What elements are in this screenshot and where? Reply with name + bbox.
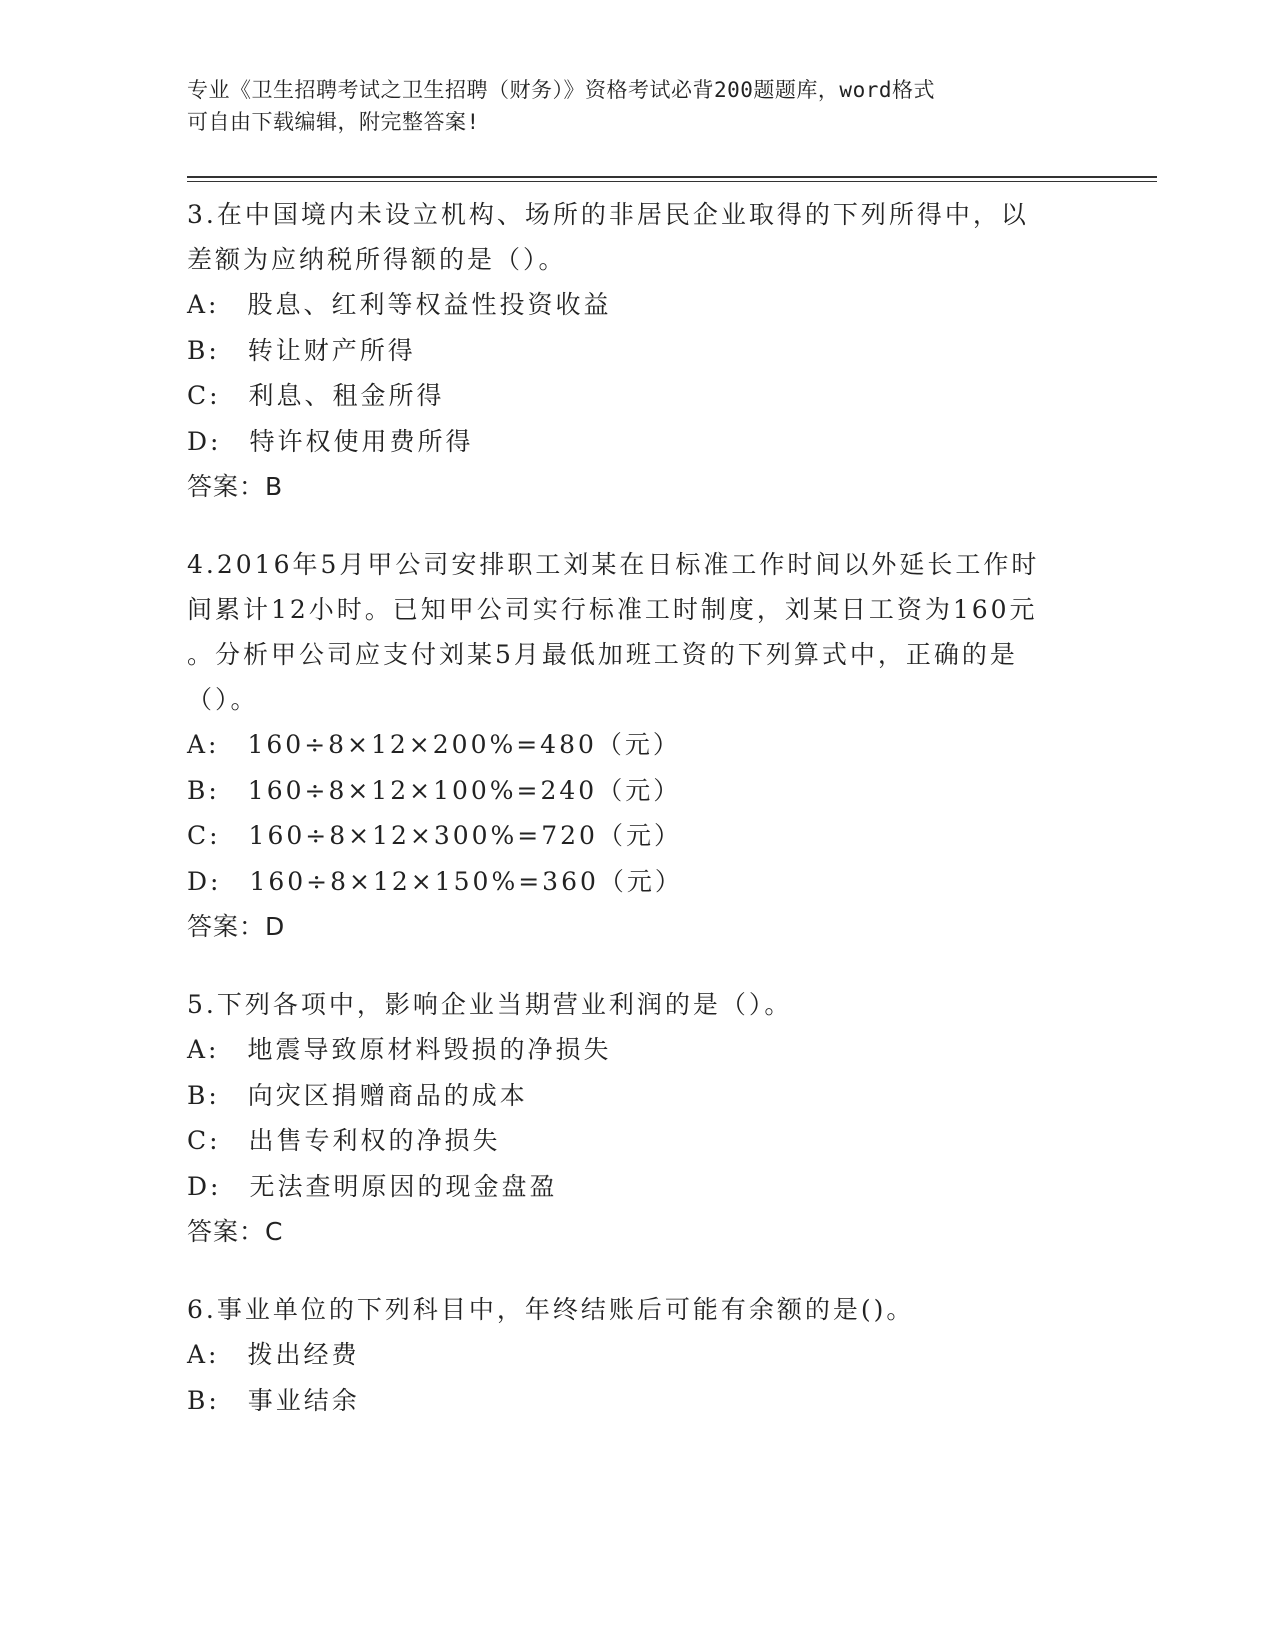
option-b: B: 向灾区捐赠商品的成本 bbox=[187, 1080, 528, 1110]
question-5 bbox=[187, 982, 1087, 1255]
option-a: A: 地震导致原材料毁损的净损失 bbox=[187, 1035, 612, 1064]
option-d: D: 无法查明原因的现金盘盈 bbox=[187, 1171, 558, 1201]
question-text-line: （）。 bbox=[187, 685, 259, 714]
answer: 答案：B bbox=[187, 472, 284, 501]
option-a: A: 拨出经费 bbox=[187, 1340, 360, 1369]
question-list bbox=[187, 192, 1087, 1455]
header-divider-thin bbox=[187, 181, 1157, 182]
question-text bbox=[187, 1287, 1087, 1332]
answer: 答案：C bbox=[187, 1217, 284, 1246]
option-c: C: 利息、租金所得 bbox=[187, 381, 445, 410]
option-b: B: 事业结余 bbox=[187, 1385, 360, 1415]
header-divider bbox=[187, 176, 1157, 178]
option-a: A: 160÷8×12×200%=480（元） bbox=[187, 730, 681, 759]
option-d: D: 160÷8×12×150%=360（元） bbox=[187, 866, 683, 896]
question-text bbox=[187, 982, 1087, 1027]
question-4 bbox=[187, 542, 1087, 950]
document-header bbox=[187, 74, 1067, 138]
question-text-line: 5.下列各项中，影响企业当期营业利润的是（）。 bbox=[187, 990, 793, 1019]
question-text-line: 3.在中国境内未设立机构、场所的非居民企业取得的下列所得中，以 bbox=[187, 200, 1029, 229]
question-text-line: 。分析甲公司应支付刘某5月最低加班工资的下列算式中，正确的是 bbox=[187, 640, 1018, 669]
option-b: B: 160÷8×12×100%=240（元） bbox=[187, 775, 682, 805]
header-line-2: 可自由下载编辑，附完整答案! bbox=[187, 110, 480, 134]
question-text bbox=[187, 192, 1087, 282]
answer: 答案：D bbox=[187, 912, 286, 941]
question-text-line: 4.2016年5月甲公司安排职工刘某在日标准工作时间以外延长工作时 bbox=[187, 550, 1040, 579]
option-a: A: 股息、红利等权益性投资收益 bbox=[187, 290, 612, 319]
question-text bbox=[187, 542, 1087, 722]
question-3 bbox=[187, 192, 1087, 510]
option-b: B: 转让财产所得 bbox=[187, 335, 416, 365]
question-text-line: 间累计12小时。已知甲公司实行标准工时制度，刘某日工资为160元 bbox=[187, 595, 1038, 624]
option-c: C: 出售专利权的净损失 bbox=[187, 1126, 501, 1155]
option-d: D: 特许权使用费所得 bbox=[187, 426, 474, 456]
header-line-1: 专业《卫生招聘考试之卫生招聘（财务）》资格考试必背200题题库，word格式 bbox=[187, 78, 935, 102]
question-text-line: 6.事业单位的下列科目中，年终结账后可能有余额的是()。 bbox=[187, 1295, 915, 1324]
option-c: C: 160÷8×12×300%=720（元） bbox=[187, 821, 682, 850]
question-text-line: 差额为应纳税所得额的是（）。 bbox=[187, 245, 567, 274]
question-6 bbox=[187, 1287, 1087, 1423]
